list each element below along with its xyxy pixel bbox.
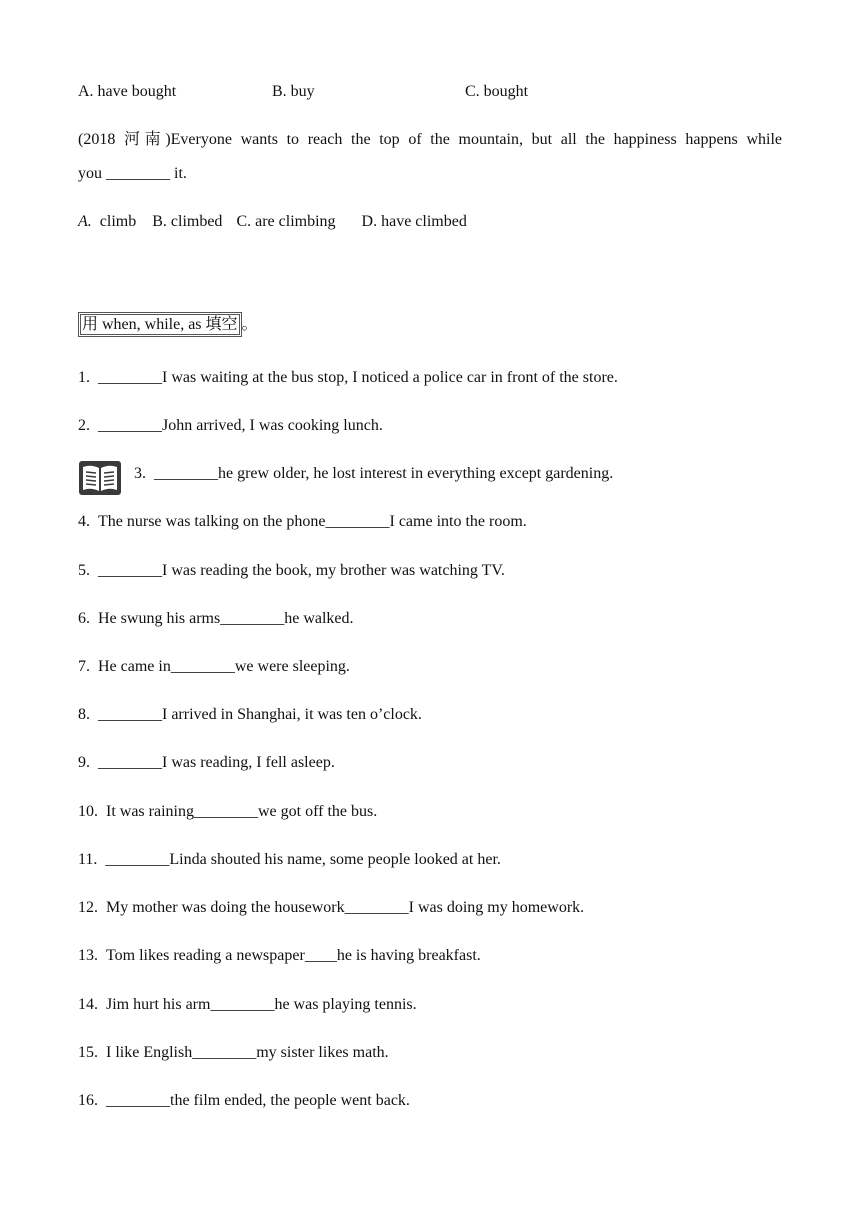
question-9 [78,753,335,773]
question-number: 6. [78,610,90,627]
question-text: ________I was waiting at the bus stop, I noticed a police car in front of the store. [98,369,618,386]
option-a: A. have bought [78,83,177,100]
question-5 [78,561,505,581]
question-4 [78,512,527,532]
question-text: ________I was reading, I fell asleep. [98,754,335,771]
question-number: 2. [78,417,90,434]
question-11 [78,850,501,870]
question-8 [78,705,422,725]
question-text: ________I arrived in Shanghai, it was ten o’clock. [98,706,422,723]
question-text: The nurse was talking on the phone________I came into the room. [98,513,527,530]
question-1 [78,368,618,388]
question-number: 3. [134,465,146,482]
section-heading-suffix: 。 [241,316,258,333]
option-b: B. buy [272,83,315,100]
question-number: 4. [78,513,90,530]
question-14 [78,995,417,1015]
question-text: ________he grew older, he lost interest in everything except gardening. [154,465,614,482]
henan-option-a-letter: A. [78,213,92,230]
question-number: 5. [78,562,90,579]
question-number: 8. [78,706,90,723]
question-number: 15. [78,1044,98,1061]
question-text: I like English________my sister likes math. [106,1044,389,1061]
henan-option-b: B. climbed [152,213,223,230]
question-13 [78,946,481,966]
question-3 [134,464,613,484]
top-options-row [78,82,528,102]
option-c: C. bought [465,83,529,100]
question-text: Tom likes reading a newspaper____he is having breakfast. [106,947,481,964]
question-10 [78,802,377,822]
section-heading-row [78,312,258,337]
question-text: ________Linda shouted his name, some people looked at her. [105,851,501,868]
question-text: ________I was reading the book, my brother was watching TV. [98,562,505,579]
question-text: My mother was doing the housework________I was doing my homework. [106,899,585,916]
section-heading: 用 when, while, as 填空 [78,312,242,337]
henan-option-c: C. are climbing [236,213,336,230]
question-text: Jim hurt his arm________he was playing tennis. [106,996,417,1013]
question-number: 13. [78,947,98,964]
question-text: He came in________we were sleeping. [98,658,350,675]
question-text: He swung his arms________he walked. [98,610,354,627]
question-15 [78,1043,389,1063]
question-number: 12. [78,899,98,916]
question-text: ________the film ended, the people went back. [106,1092,410,1109]
question-6 [78,609,354,629]
question-number: 10. [78,803,98,820]
question-2 [78,416,383,436]
henan-option-a: climb [99,213,137,230]
question-7 [78,657,350,677]
question-16 [78,1091,410,1111]
question-text: ________John arrived, I was cooking lunch. [98,417,383,434]
question-number: 1. [78,369,90,386]
question-number: 14. [78,996,98,1013]
question-number: 16. [78,1092,98,1109]
henan-question-line1: (2018 河南)Everyone wants to reach the top of the mountain, but all the happiness happens while [78,131,782,148]
henan-question-line2: you ________ it. [78,165,187,182]
question-text: It was raining________we got off the bus. [106,803,378,820]
open-book-icon [78,460,122,496]
question-number: 9. [78,754,90,771]
henan-option-d: D. have climbed [361,213,467,230]
question-number: 7. [78,658,90,675]
question-number: 11. [78,851,98,868]
question-12 [78,898,584,918]
henan-options-row [78,212,467,232]
